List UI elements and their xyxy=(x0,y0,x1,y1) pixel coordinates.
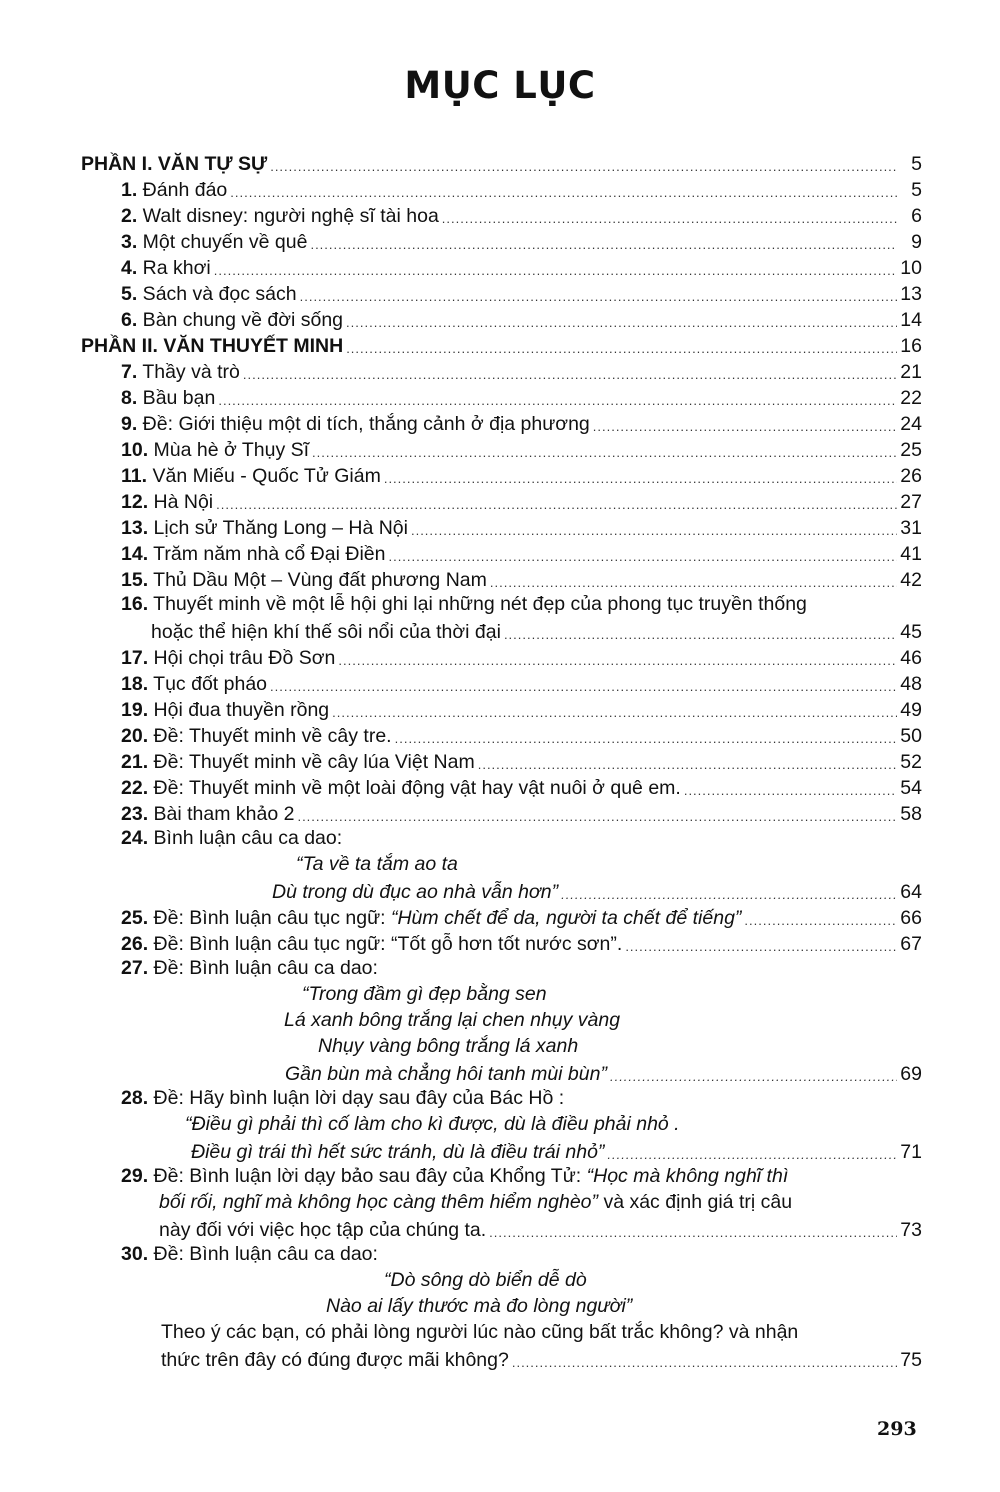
toc-entry[interactable] xyxy=(121,488,922,514)
verse-line: Lá xanh bông trắng lại chen nhụy vàng xyxy=(284,1009,621,1031)
verse-line: Nào ai lấy thước mà đo lòng người” xyxy=(326,1295,633,1317)
toc-text: Đánh đáo xyxy=(137,179,228,201)
toc-page: 52 xyxy=(900,751,922,773)
toc-entry[interactable] xyxy=(121,670,922,696)
toc-text: hoặc thể hiện khí thế sôi nổi của thời đại xyxy=(151,621,501,643)
toc-entry[interactable] xyxy=(121,644,922,670)
toc-text: Walt disney: người nghệ sĩ tài hoa xyxy=(137,205,439,227)
toc-entry[interactable] xyxy=(121,696,922,722)
verse-line: Nhụy vàng bông trắng lá xanh xyxy=(318,1035,579,1057)
quote-line: Điều gì trái thì hết sức tránh, dù là điều trái nhỏ” xyxy=(191,1141,605,1163)
toc-entry[interactable] xyxy=(121,956,378,982)
toc-page: 5 xyxy=(911,179,922,201)
toc-number: 29. xyxy=(121,1165,149,1187)
toc-number: 5. xyxy=(121,283,138,305)
toc-text: Đề: Bình luận câu ca dao: xyxy=(148,1243,378,1265)
leader-dots xyxy=(346,314,897,332)
toc-text: Đề: Bình luận câu tục ngữ: xyxy=(148,907,391,929)
toc-entry[interactable] xyxy=(121,436,922,462)
leader-dots xyxy=(332,704,897,722)
leader-dots xyxy=(442,210,897,228)
toc-number: 12. xyxy=(121,491,149,513)
toc-number: 15. xyxy=(121,569,149,591)
toc-number: 16. xyxy=(121,593,149,615)
toc-number: 14. xyxy=(121,543,149,565)
toc-page: 71 xyxy=(900,1141,922,1163)
toc-entry[interactable] xyxy=(121,280,922,306)
leader-dots xyxy=(610,1068,897,1086)
proverb-text: “Hùm chết để da, người ta chết để tiếng” xyxy=(390,907,742,929)
leader-dots xyxy=(395,730,897,748)
toc-entry[interactable] xyxy=(121,774,922,800)
toc-entry[interactable] xyxy=(121,306,922,332)
toc-page: 50 xyxy=(900,725,922,747)
verse-line: Gần bùn mà chẳng hôi tanh mùi bùn” xyxy=(285,1063,607,1085)
toc-text: Lịch sử Thăng Long – Hà Nội xyxy=(148,517,408,539)
toc-number: 13. xyxy=(121,517,149,539)
toc-number: 25. xyxy=(121,907,149,929)
leader-dots xyxy=(297,808,897,826)
toc-number: 23. xyxy=(121,803,149,825)
toc-entry[interactable] xyxy=(121,566,922,592)
toc-text: Bình luận câu ca dao: xyxy=(148,827,343,849)
toc-page: 6 xyxy=(911,205,922,227)
toc-number: 1. xyxy=(121,179,138,201)
toc-entry[interactable] xyxy=(121,1164,788,1190)
toc-text: Văn Miếu - Quốc Tử Giám xyxy=(147,465,381,487)
toc-entry-continuation[interactable] xyxy=(161,1346,922,1372)
toc-text: Hà Nội xyxy=(148,491,214,513)
toc-text: thức trên đây có đúng được mãi không? xyxy=(161,1349,509,1371)
toc-number: 24. xyxy=(121,827,149,849)
toc-text: Đề: Hãy bình luận lời dạy sau đây của Bác Hồ : xyxy=(148,1087,565,1109)
toc-text: Sách và đọc sách xyxy=(137,283,297,305)
toc-entry-continuation xyxy=(159,1190,792,1216)
toc-page: 42 xyxy=(900,569,922,591)
toc-entry[interactable] xyxy=(121,722,922,748)
toc-text: Đề: Thuyết minh về cây lúa Việt Nam xyxy=(148,751,475,773)
toc-number: 6. xyxy=(121,309,138,331)
leader-dots xyxy=(593,418,897,436)
toc-text: Bàn chung về đời sống xyxy=(137,309,344,331)
toc-page: 25 xyxy=(900,439,922,461)
toc-page: 67 xyxy=(900,933,922,955)
toc-page: 22 xyxy=(900,387,922,409)
leader-dots xyxy=(270,678,897,696)
toc-number: 18. xyxy=(121,673,149,695)
leader-dots xyxy=(388,548,897,566)
toc-entry[interactable] xyxy=(121,358,922,384)
leader-dots xyxy=(384,470,897,488)
verse-line: Dù trong dù đục ao nhà vẫn hơn” xyxy=(272,881,559,903)
toc-entry[interactable] xyxy=(121,384,922,410)
toc-entry[interactable] xyxy=(121,592,807,618)
leader-dots xyxy=(346,340,897,358)
leader-dots xyxy=(625,938,897,956)
verse-line: “Ta về ta tắm ao ta xyxy=(296,853,458,875)
toc-section-1[interactable] xyxy=(81,150,922,176)
toc-text: Đề: Bình luận câu ca dao: xyxy=(148,957,378,979)
toc-page: 31 xyxy=(900,517,922,539)
toc-page: 54 xyxy=(900,777,922,799)
verse-line: “Dò sông dò biển dễ dò xyxy=(384,1269,587,1291)
toc-text: Đề: Giới thiệu một di tích, thắng cảnh ở địa phương xyxy=(137,413,590,435)
verse-line: “Trong đầm gì đẹp bằng sen xyxy=(302,983,547,1005)
toc-page: 48 xyxy=(900,673,922,695)
toc-page: 26 xyxy=(900,465,922,487)
toc-entry[interactable] xyxy=(121,462,922,488)
toc-entry[interactable] xyxy=(121,1242,378,1268)
leader-dots xyxy=(218,392,897,410)
toc-entry[interactable] xyxy=(121,930,922,956)
toc-number: 30. xyxy=(121,1243,149,1265)
toc-text: Bầu bạn xyxy=(137,387,216,409)
toc-entry[interactable] xyxy=(121,176,922,202)
toc-number: 4. xyxy=(121,257,138,279)
toc-page: 66 xyxy=(900,907,922,929)
page-title: MỤC LỤC xyxy=(404,64,596,107)
leader-dots xyxy=(214,262,897,280)
toc-text: Thủ Dầu Một – Vùng đất phương Nam xyxy=(148,569,487,591)
toc-entry[interactable] xyxy=(121,1086,564,1112)
toc-page: 46 xyxy=(900,647,922,669)
toc-text: Đề: Thuyết minh về một loài động vật hay vật nuôi ở quê em. xyxy=(148,777,681,799)
toc-text: Theo ý các bạn, có phải lòng người lúc nào cũng bất trắc không? và nhận xyxy=(161,1321,799,1343)
toc-page: 69 xyxy=(900,1063,922,1085)
leader-dots xyxy=(338,652,897,670)
leader-dots xyxy=(411,522,897,540)
toc-text: Hội chọi trâu Đồ Sơn xyxy=(148,647,336,669)
toc-page: 27 xyxy=(900,491,922,513)
toc-number: 11. xyxy=(121,465,148,487)
toc-text: Mùa hè ở Thụy Sĩ xyxy=(148,439,310,461)
toc-number: 20. xyxy=(121,725,149,747)
toc-section-title: PHẦN II. VĂN THUYẾT MINH xyxy=(81,335,344,357)
leader-dots xyxy=(744,912,897,930)
toc-page: 41 xyxy=(900,543,922,565)
toc-text: Tục đốt pháo xyxy=(148,673,268,695)
toc-page: 64 xyxy=(900,881,922,903)
toc-page: 58 xyxy=(900,803,922,825)
leader-dots xyxy=(607,1146,897,1164)
toc-number: 10. xyxy=(121,439,149,461)
leader-dots xyxy=(478,756,897,774)
toc-page: 49 xyxy=(900,699,922,721)
toc-page: 13 xyxy=(900,283,922,305)
toc-text: Bài tham khảo 2 xyxy=(148,803,295,825)
leader-dots xyxy=(300,288,897,306)
toc-text: và xác định giá trị câu xyxy=(598,1191,793,1213)
page-number: 293 xyxy=(877,1418,917,1440)
toc-text: này đối với việc học tập của chúng ta. xyxy=(159,1219,487,1241)
toc-number: 27. xyxy=(121,957,149,979)
toc-text: Một chuyến về quê xyxy=(137,231,308,253)
leader-dots xyxy=(489,1224,897,1242)
leader-dots xyxy=(243,366,897,384)
quote-line: “Điều gì phải thì cố làm cho kì được, dù là điều phải nhỏ . xyxy=(185,1113,680,1135)
toc-page: 5 xyxy=(911,153,922,175)
toc-number: 28. xyxy=(121,1087,149,1109)
toc-number: 9. xyxy=(121,413,138,435)
toc-page: 9 xyxy=(911,231,922,253)
toc-number: 7. xyxy=(121,361,138,383)
toc-entry[interactable] xyxy=(121,514,922,540)
toc-number: 26. xyxy=(121,933,149,955)
toc-page: 24 xyxy=(900,413,922,435)
leader-dots xyxy=(512,1354,897,1372)
toc-text: Đề: Thuyết minh về cây tre. xyxy=(148,725,392,747)
toc-page: 45 xyxy=(900,621,922,643)
leader-dots xyxy=(230,184,897,202)
toc-page: 73 xyxy=(900,1219,922,1241)
toc-page: 21 xyxy=(900,361,922,383)
toc-number: 22. xyxy=(121,777,149,799)
toc-text: Đề: Bình luận câu tục ngữ: “Tốt gỗ hơn tốt nước sơn”. xyxy=(148,933,623,955)
leader-dots xyxy=(504,626,897,644)
toc-entry-continuation[interactable] xyxy=(285,1060,922,1086)
toc-section-2[interactable] xyxy=(81,332,922,358)
toc-entry-continuation[interactable] xyxy=(272,878,922,904)
leader-dots xyxy=(310,236,897,254)
leader-dots xyxy=(561,886,897,904)
toc-page: 10 xyxy=(900,257,922,279)
toc-section-title: PHẦN I. VĂN TỰ SỰ xyxy=(81,153,268,175)
toc-entry[interactable] xyxy=(121,540,922,566)
toc-entry[interactable] xyxy=(121,228,922,254)
toc-text: Ra khơi xyxy=(137,257,211,279)
toc-text: Hội đua thuyền rồng xyxy=(148,699,330,721)
toc-page: 14 xyxy=(900,309,922,331)
toc-number: 3. xyxy=(121,231,138,253)
toc-entry[interactable] xyxy=(121,254,922,280)
toc-entry-continuation[interactable] xyxy=(159,1216,922,1242)
toc-number: 21. xyxy=(121,751,149,773)
leader-dots xyxy=(684,782,897,800)
toc-entry[interactable] xyxy=(121,800,922,826)
toc-entry[interactable] xyxy=(121,748,922,774)
toc-text: Thuyết minh về một lễ hội ghi lại những nét đẹp của phong tục truyền thống xyxy=(148,593,807,615)
toc-page: 75 xyxy=(900,1349,922,1371)
toc-number: 8. xyxy=(121,387,138,409)
quote-text: bối rối, nghĩ mà không học càng thêm hiểm nghèo” xyxy=(159,1191,599,1213)
toc-number: 17. xyxy=(121,647,149,669)
toc-entry[interactable] xyxy=(121,904,922,930)
toc-text: Đề: Bình luận lời dạy bảo sau đây của Khổng Tử: xyxy=(148,1165,587,1187)
toc-page: 16 xyxy=(900,335,922,357)
toc-number: 2. xyxy=(121,205,138,227)
toc-entry[interactable] xyxy=(121,202,922,228)
quote-text: “Học mà không nghĩ thì xyxy=(586,1165,789,1187)
toc-text: Trăm năm nhà cổ Đại Điền xyxy=(148,543,386,565)
leader-dots xyxy=(270,158,897,176)
toc-text: Thầy và trò xyxy=(137,361,240,383)
toc-entry-continuation[interactable] xyxy=(151,618,922,644)
toc-number: 19. xyxy=(121,699,149,721)
toc-entry[interactable] xyxy=(121,410,922,436)
leader-dots xyxy=(216,496,897,514)
leader-dots xyxy=(490,574,897,592)
toc-entry[interactable] xyxy=(121,826,342,852)
toc-entry-continuation[interactable] xyxy=(191,1138,922,1164)
leader-dots xyxy=(312,444,897,462)
